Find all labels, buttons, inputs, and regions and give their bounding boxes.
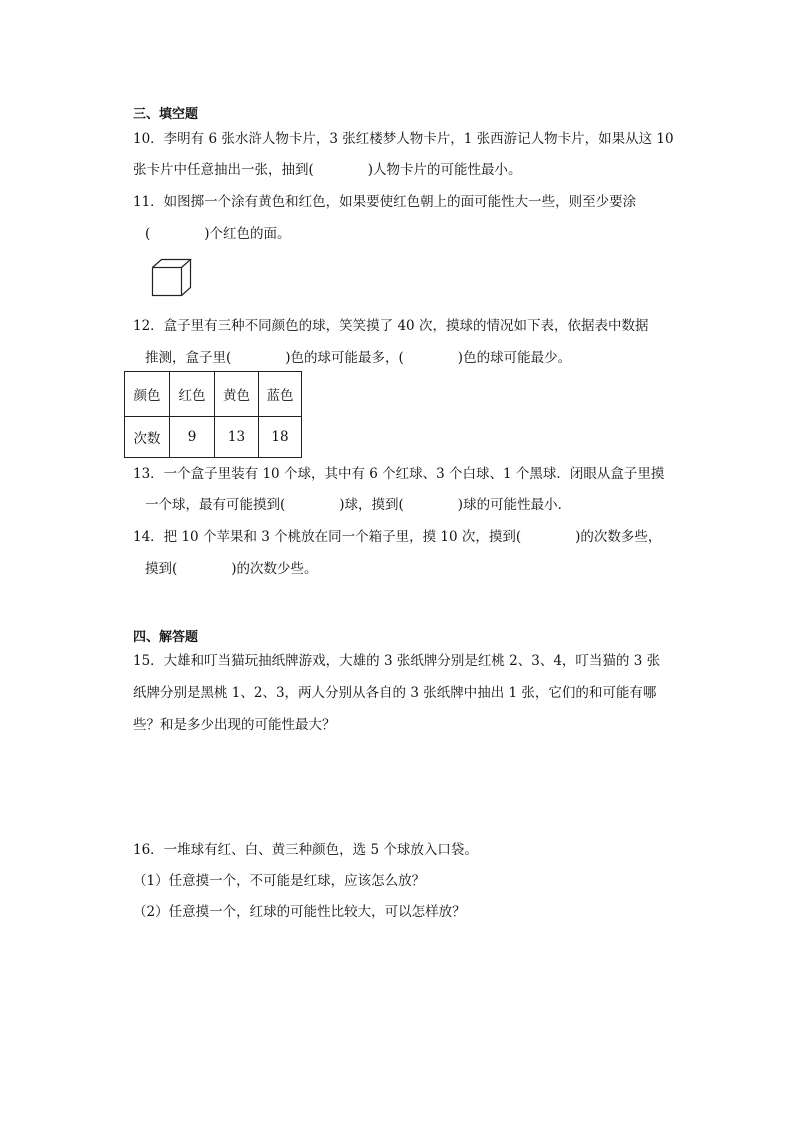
section-4-heading: 四、解答题 — [133, 630, 199, 645]
ball-tally-table — [124, 371, 302, 458]
question-12-line-2: 推测，盒子里( )色的球可能最多，( )色的球可能最少。 — [145, 350, 572, 366]
table-cell: 蓝色 — [259, 372, 302, 417]
table-header-row — [125, 372, 302, 417]
question-15-line-2: 纸牌分别是黑桃 1、2、3，两人分别从各自的 3 张纸牌中抽出 1 张，它们的和可能有哪 — [133, 685, 657, 701]
question-16-sub-1: （1）任意摸一个，不可能是红球，应该怎么放？ — [133, 873, 426, 889]
table-cell: 次数 — [125, 417, 170, 458]
table-row — [125, 417, 302, 458]
question-15-line-1: 15．大雄和叮当猫玩抽纸牌游戏，大雄的 3 张纸牌分别是红桃 2、3、4，叮当猫的 3 张 — [133, 653, 661, 669]
question-11-line-2: ( )个红色的面。 — [145, 226, 291, 242]
table-cell: 13 — [215, 417, 259, 458]
cube-figure — [151, 258, 195, 298]
question-13-line-1: 13．一个盒子里装有 10 个球，其中有 6 个红球、3 个白球、1 个黑球．闭眼从盒子里摸 — [133, 466, 665, 482]
question-15-line-3: 些？和是多少出现的可能性最大？ — [133, 717, 336, 733]
table-cell: 9 — [170, 417, 215, 458]
question-11-line-1: 11．如图掷一个涂有黄色和红色，如果要使红色朝上的面可能性大一些，则至少要涂 — [133, 194, 637, 210]
table-cell: 黄色 — [215, 372, 259, 417]
question-14-line-2: 摸到( )的次数少些。 — [145, 561, 318, 577]
question-13-line-2: 一个球，最有可能摸到( )球，摸到( )球的可能性最小． — [145, 497, 572, 513]
table-cell: 18 — [259, 417, 302, 458]
section-3-heading: 三、填空题 — [133, 107, 199, 122]
question-10-line-1: 10．李明有 6 张水浒人物卡片，3 张红楼梦人物卡片，1 张西游记人物卡片，如果从这 10 — [133, 131, 674, 147]
question-16-line-1: 16．一堆球有红、白、黄三种颜色，选 5 个球放入口袋。 — [133, 842, 478, 858]
question-14-line-1: 14．把 10 个苹果和 3 个桃放在同一个箱子里，摸 10 次，摸到( )的次数多些， — [133, 529, 662, 545]
question-10-line-2: 张卡片中任意抽出一张，抽到( )人物卡片的可能性最小。 — [133, 162, 522, 178]
question-12-line-1: 12．盒子里有三种不同颜色的球，笑笑摸了 40 次，摸球的情况如下表，依据表中数据 — [133, 318, 649, 334]
question-16-sub-2: （2）任意摸一个，红球的可能性比较大，可以怎样放？ — [133, 904, 466, 920]
table-cell: 颜色 — [125, 372, 170, 417]
table-cell: 红色 — [170, 372, 215, 417]
